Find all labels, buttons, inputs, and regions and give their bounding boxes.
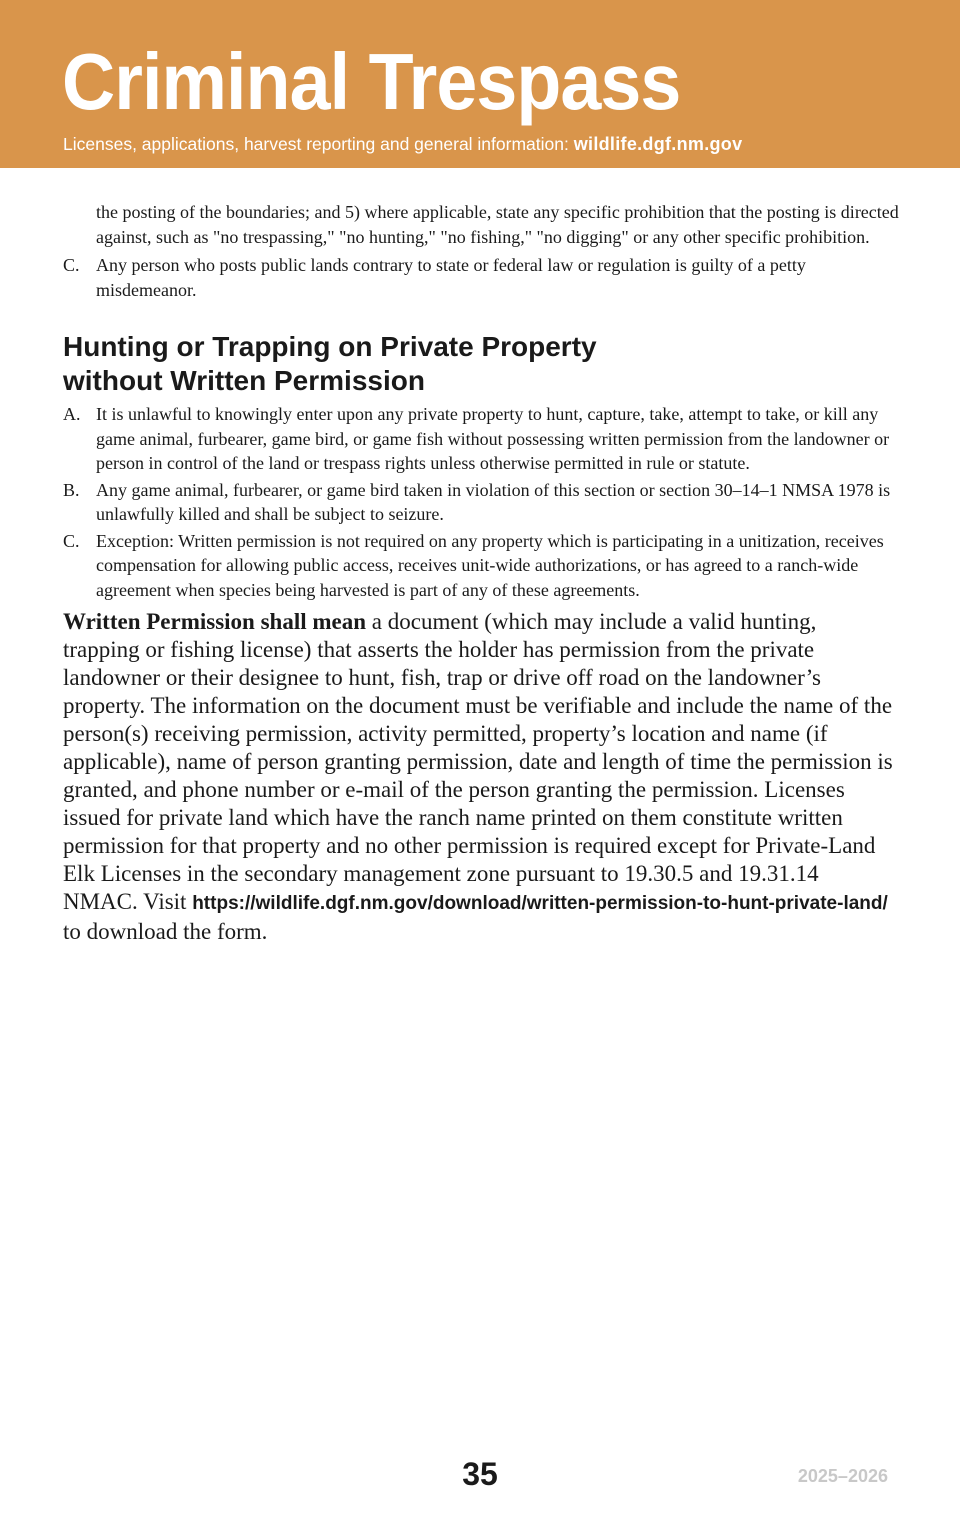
definition-term: Written Permission shall mean (63, 609, 367, 634)
edition-year: 2025–2026 (797, 1466, 888, 1486)
list-item (63, 478, 903, 527)
definition-tail: to download the form. (63, 919, 268, 944)
item-text: Any person who posts public lands contrary to state or federal law or regulation is guilty of a petty misdemeanor. (96, 255, 806, 300)
definition-body: a document (which may include a valid hunting, trapping or fishing license) that asserts the holder has permission from the private landowner or their designee to hunt, fish, trap or drive off road on the landowner’s property. The information on the document must be verifiable and include the name of the person(s) receiving permission, activity permitted, property’s location and name (if applicable), name of person granting permission, date and length of time the permission is granted, and phone number or e-mail of the person granting the permission. Licenses issued for private land which have the ranch name printed on them constitute written permission for that property and no other permission is required except for Private-Land Elk Licenses in the secondary management zone pursuant to 19.30.5 and 19.31.14 NMAC. Visit (63, 609, 893, 914)
definition-paragraph (63, 608, 893, 946)
list-item (63, 402, 903, 476)
item-text: Any game animal, furbearer, or game bird taken in violation of this section or section 30–14–1 NMSA 1978 is unlawfully killed and shall be subject to seizure. (96, 479, 891, 524)
list-item (63, 253, 903, 302)
section-heading (63, 330, 903, 398)
item-letter: B. (63, 479, 80, 500)
page-content (63, 200, 903, 946)
item-letter: C. (63, 530, 80, 551)
item-text: Exception: Written permission is not required on any property which is participating in a unitization, receives compensation for allowing public access, receives unit-wide authorizations, or has agreed to a ranch-wide agreement when species being harvested is part of any of these agreements. (96, 530, 884, 600)
page-title: Criminal Trespass (62, 37, 681, 126)
page-number: 35 (462, 1456, 498, 1492)
item-text: It is unlawful to knowingly enter upon any private property to hunt, capture, take, attempt to take, or kill any game animal, furbearer, game bird, or game fish without possessing written permission from the landowner or person in control of the land or trespass rights unless otherwise permitted in rule or statute. (96, 404, 890, 473)
header-banner (0, 0, 960, 168)
download-link[interactable]: https://wildlife.dgf.nm.gov/download/written-permission-to-hunt-private-land/ (192, 893, 888, 914)
continued-paragraph: the posting of the boundaries; and 5) where applicable, state any specific prohibition that the posting is directed against, such as "no trespassing," "no hunting," "no fishing," "no digging" or any other specific prohibition. (96, 202, 899, 247)
item-letter: A. (63, 404, 81, 424)
section-heading-line1: Hunting or Trapping on Private Property (63, 331, 597, 362)
item-letter: C. (63, 255, 80, 275)
section-heading-line2: without Written Permission (63, 365, 425, 396)
list-item (63, 529, 903, 603)
header-subtitle (63, 134, 742, 155)
site-link[interactable]: wildlife.dgf.nm.gov (573, 134, 743, 154)
subtitle-text: Licenses, applications, harvest reporting and general information: (63, 134, 574, 154)
